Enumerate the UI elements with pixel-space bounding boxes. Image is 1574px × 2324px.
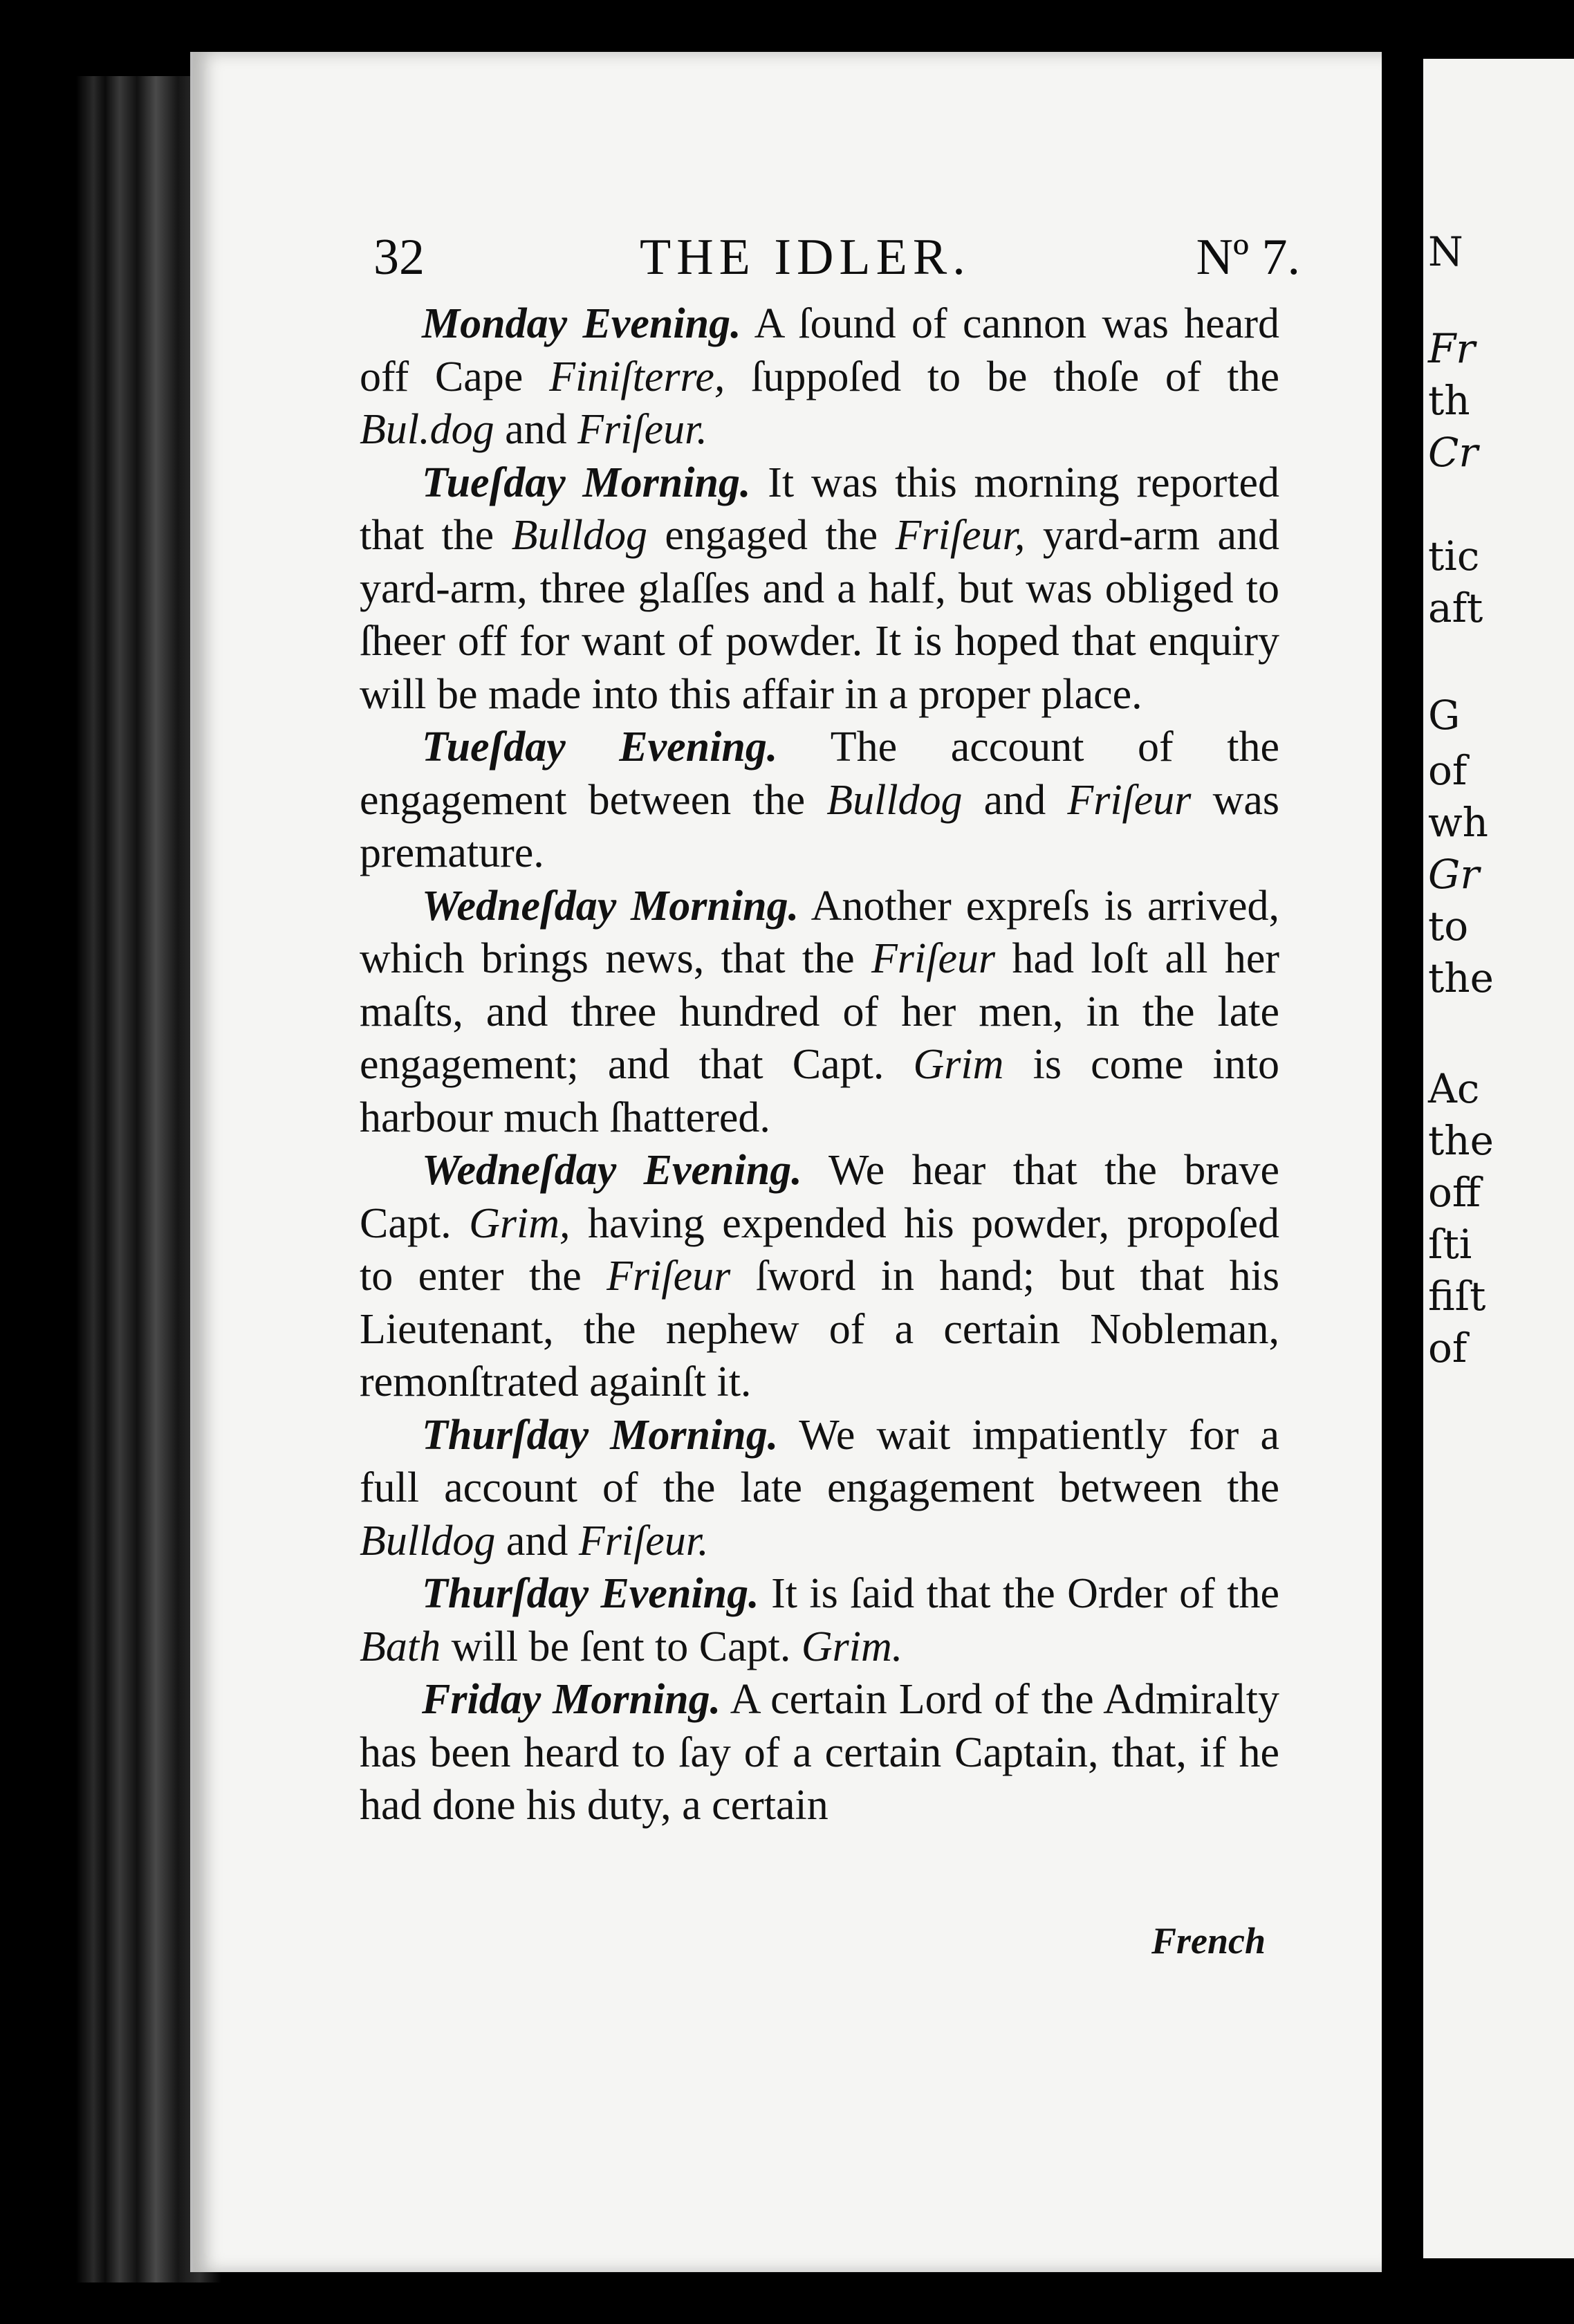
journal-entry — [360, 297, 1279, 456]
page-gutter — [1382, 52, 1423, 2272]
facing-page-line: wh — [1428, 799, 1488, 846]
entry-italic-name: Friſeur — [1067, 776, 1192, 824]
journal-entry — [360, 1409, 1279, 1568]
facing-page-line: tic — [1428, 533, 1480, 580]
entry-italic-name: Bul.dog — [360, 406, 494, 453]
entry-text: and — [495, 1517, 579, 1565]
journal-entry — [360, 1673, 1279, 1832]
facing-page-line: fiſt — [1428, 1273, 1486, 1320]
entry-italic-name: Bulldog — [511, 512, 647, 559]
journal-entry — [360, 456, 1279, 721]
facing-page-line: ſti — [1428, 1221, 1472, 1268]
entry-italic-name: Grim. — [801, 1623, 903, 1670]
journal-entry — [360, 880, 1279, 1145]
entry-text: A ſound of cannon was heard off Cape — [360, 300, 1279, 400]
facing-page-line: off — [1428, 1169, 1481, 1216]
entry-text: was premature. — [360, 776, 1279, 876]
entry-italic-name: Friſeur. — [577, 406, 707, 453]
entry-text: engaged the — [647, 512, 896, 559]
entry-italic-name: Friſeur, — [895, 512, 1026, 559]
running-header — [373, 228, 1300, 290]
facing-page-line: of — [1428, 747, 1467, 794]
entry-italic-name: Bulldog — [826, 776, 963, 824]
entry-text: will be ſent to Capt. — [441, 1623, 802, 1670]
entry-italic-name: Grim — [913, 1041, 1004, 1088]
facing-page-line: Cr — [1428, 429, 1479, 476]
entry-text: We hear that the brave Capt. — [360, 1147, 1279, 1247]
entry-italic-name: Grim, — [469, 1199, 571, 1247]
entry-italic-name: Friſeur. — [578, 1517, 709, 1565]
facing-page-line: to — [1428, 903, 1469, 950]
entry-heading: Tueſday Evening. — [422, 723, 778, 771]
facing-page-line: Fr — [1428, 325, 1475, 372]
facing-page-line: aft — [1428, 584, 1483, 631]
entry-italic-name: Friſeur — [607, 1253, 731, 1300]
facing-page-line: of — [1428, 1325, 1467, 1372]
entry-heading: Monday Evening. — [422, 300, 741, 347]
entry-heading: Thurſday Evening. — [422, 1570, 759, 1617]
page-number: 32 — [373, 229, 425, 286]
entry-heading: Thurſday Morning. — [422, 1411, 779, 1459]
facing-page-line: Ac — [1428, 1065, 1480, 1112]
facing-page-line: the — [1428, 1117, 1494, 1164]
entry-text: is come into harbour much ſhattered. — [360, 1041, 1279, 1141]
entry-italic-name: Friſeur — [871, 935, 996, 982]
catchword: French — [1151, 1920, 1266, 1962]
entry-text: A certain Lord of the Admiralty has been heard to ſay of a certain Captain, that, if he had done his duty, a certain — [360, 1676, 1280, 1829]
issue-number: Nº 7. — [1196, 229, 1300, 286]
entry-italic-name: Finiſterre, — [549, 353, 725, 400]
entry-text: The account of the engagement between the — [360, 723, 1279, 824]
facing-page-line: the — [1428, 954, 1494, 1002]
entry-text: Another expreſs is arrived, which brings news, that the — [360, 882, 1279, 982]
entry-text: had loſt all her maſts, and three hundred of her men, in the late engagement; and that Capt. — [360, 935, 1279, 1088]
entry-text: yard-arm and yard-arm, three glaſſes and a half, but was obliged to ſheer off for want of powder. It is hoped that enquiry will be made into this affair in a proper place. — [360, 512, 1279, 718]
facing-page-line: Gr — [1428, 851, 1480, 898]
entry-heading: Tueſday Morning. — [422, 459, 751, 506]
body-text — [360, 297, 1279, 1832]
facing-page-line: th — [1428, 377, 1470, 424]
journal-entry — [360, 1144, 1279, 1409]
journal-entry — [360, 721, 1279, 880]
journal-entry — [360, 1567, 1279, 1673]
entry-text: ſuppoſed to be thoſe of the — [725, 353, 1279, 400]
entry-text: It was this morning reported that the — [360, 459, 1279, 559]
entry-italic-name: Bath — [360, 1623, 441, 1670]
entry-text: We wait impatiently for a full account of the late engagement between the — [360, 1411, 1279, 1511]
running-title: THE IDLER. — [640, 229, 971, 286]
entry-italic-name: Bulldog — [360, 1517, 496, 1565]
entry-text: and — [494, 406, 578, 453]
entry-text: It is ſaid that the Order of the — [759, 1570, 1279, 1617]
entry-text: having expended his powder, propoſed to enter the — [360, 1199, 1279, 1300]
entry-heading: Wedneſday Evening. — [422, 1147, 802, 1194]
facing-page-line: G — [1428, 692, 1461, 739]
facing-page-line: N — [1428, 228, 1463, 275]
entry-heading: Friday Morning. — [422, 1676, 721, 1723]
entry-heading: Wedneſday Morning. — [422, 882, 799, 930]
entry-text: and — [962, 776, 1068, 824]
entry-text: ſword in hand; but that his Lieutenant, the nephew of a certain Nobleman, remonſtrated againſt it. — [360, 1253, 1279, 1405]
